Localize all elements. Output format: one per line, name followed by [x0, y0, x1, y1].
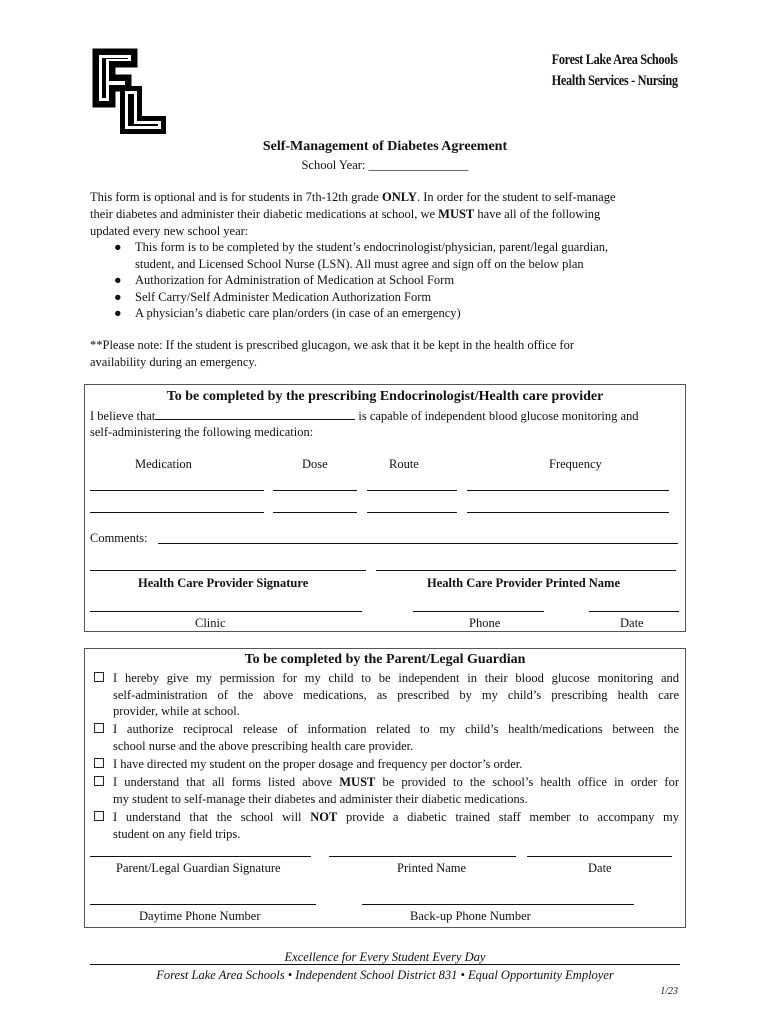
- footer-line: Forest Lake Area Schools • Independent School District 831 • Equal Opportunity Employer: [156, 968, 614, 982]
- frequency-field[interactable]: [467, 490, 669, 491]
- date-label: Date: [620, 616, 644, 630]
- consent-checkbox[interactable]: [94, 758, 104, 768]
- consent-item: I authorize reciprocal release of information related to my child’s health/medications between the school nurse and the above prescribing health care provider.: [113, 722, 679, 753]
- provider-signature-field[interactable]: [90, 570, 366, 571]
- frequency-field[interactable]: [467, 512, 669, 513]
- bullet-dot: ●: [114, 273, 122, 287]
- consent-checkbox[interactable]: [94, 672, 104, 682]
- page-number: 1/23: [660, 986, 678, 997]
- bullet-dot: ●: [114, 306, 122, 320]
- guardian-section-heading: To be completed by the Parent/Legal Guardian: [244, 652, 526, 667]
- student-name-field[interactable]: [155, 407, 355, 420]
- footer-divider: [90, 964, 680, 965]
- guardian-printed-name-label: Printed Name: [397, 861, 467, 875]
- consent-checkbox[interactable]: [94, 723, 104, 733]
- guardian-date-label: Date: [588, 861, 612, 875]
- provider-date-field[interactable]: [589, 611, 679, 612]
- glucagon-note: **Please note: If the student is prescribed glucagon, we ask that it be kept in the health office for availability during an emergency.: [90, 338, 574, 369]
- dose-field[interactable]: [273, 490, 357, 491]
- org-header: [552, 50, 678, 92]
- school-logo: [90, 46, 172, 138]
- provider-printed-name-field[interactable]: [376, 570, 676, 571]
- footer-motto: Excellence for Every Student Every Day: [284, 950, 486, 964]
- fl-logo-icon: [90, 46, 172, 138]
- medication-field[interactable]: [90, 490, 264, 491]
- guardian-printed-name-field[interactable]: [329, 856, 516, 857]
- bullet-item: Self Carry/Self Administer Medication Authorization Form: [135, 290, 432, 304]
- bullet-item: A physician’s diabetic care plan/orders (in case of an emergency): [135, 306, 461, 320]
- department-name: Health Services - Nursing: [551, 73, 678, 89]
- medication-field[interactable]: [90, 512, 264, 513]
- backup-phone-label: Back-up Phone Number: [410, 909, 531, 923]
- school-year-field[interactable]: School Year: ________________: [301, 158, 469, 172]
- believe-statement: I believe that is capable of independent blood glucose monitoring and: [90, 409, 639, 423]
- clinic-field[interactable]: [90, 611, 362, 612]
- bullet-item: This form is to be completed by the student’s endocrinologist/physician, parent/legal guardian, student, and Licensed School Nurse (LSN). All must agree and sign off on the below plan: [135, 240, 609, 271]
- bullet-dot: ●: [114, 290, 122, 304]
- bullet-item: Authorization for Administration of Medication at School Form: [135, 273, 455, 287]
- col-medication: Medication: [135, 457, 192, 471]
- col-frequency: Frequency: [549, 457, 602, 471]
- comments-field[interactable]: [158, 543, 678, 544]
- col-dose: Dose: [302, 457, 328, 471]
- provider-printed-name-label: Health Care Provider Printed Name: [427, 576, 621, 590]
- intro-line-3: updated every new school year:: [90, 224, 249, 238]
- provider-section-heading: To be completed by the prescribing Endocrinologist/Health care provider: [166, 389, 604, 404]
- clinic-label: Clinic: [195, 616, 226, 630]
- backup-phone-field[interactable]: [362, 904, 634, 905]
- org-name: Forest Lake Area Schools: [551, 52, 678, 68]
- believe-statement-line2: self-administering the following medication:: [90, 425, 314, 439]
- bullet-dot: ●: [114, 240, 122, 254]
- guardian-signature-label: Parent/Legal Guardian Signature: [116, 861, 281, 875]
- consent-checkbox[interactable]: [94, 776, 104, 786]
- route-field[interactable]: [367, 512, 457, 513]
- consent-checkbox[interactable]: [94, 811, 104, 821]
- provider-signature-label: Health Care Provider Signature: [138, 576, 309, 590]
- daytime-phone-field[interactable]: [90, 904, 316, 905]
- daytime-phone-label: Daytime Phone Number: [139, 909, 261, 923]
- col-route: Route: [389, 457, 419, 471]
- guardian-date-field[interactable]: [527, 856, 672, 857]
- consent-item: I hereby give my permission for my child to be independent in their blood glucose monitoring and self-administration of the above medications, as prescribed by my child’s prescribing health care provider, while at school.: [113, 671, 679, 718]
- dose-field[interactable]: [273, 512, 357, 513]
- form-title: Self-Management of Diabetes Agreement: [262, 139, 508, 154]
- guardian-signature-field[interactable]: [90, 856, 311, 857]
- comments-label: Comments:: [90, 531, 148, 545]
- provider-phone-field[interactable]: [413, 611, 544, 612]
- route-field[interactable]: [367, 490, 457, 491]
- consent-item: I understand that all forms listed above MUST be provided to the school’s health office in order for my student to self-manage their diabetes and administer their diabetic medications.: [113, 775, 679, 806]
- consent-item: I understand that the school will NOT provide a diabetic trained staff member to accompany my student on any field trips.: [113, 810, 679, 841]
- phone-label: Phone: [469, 616, 501, 630]
- intro-line-2: their diabetes and administer their diabetic medications at school, we MUST have all of the following: [90, 207, 601, 221]
- svg-text:FL: FL: [90, 46, 92, 47]
- intro-line-1: This form is optional and is for students in 7th-12th grade ONLY. In order for the student to self-manage: [90, 190, 616, 204]
- consent-item: I have directed my student on the proper dosage and frequency per doctor’s order.: [113, 757, 523, 771]
